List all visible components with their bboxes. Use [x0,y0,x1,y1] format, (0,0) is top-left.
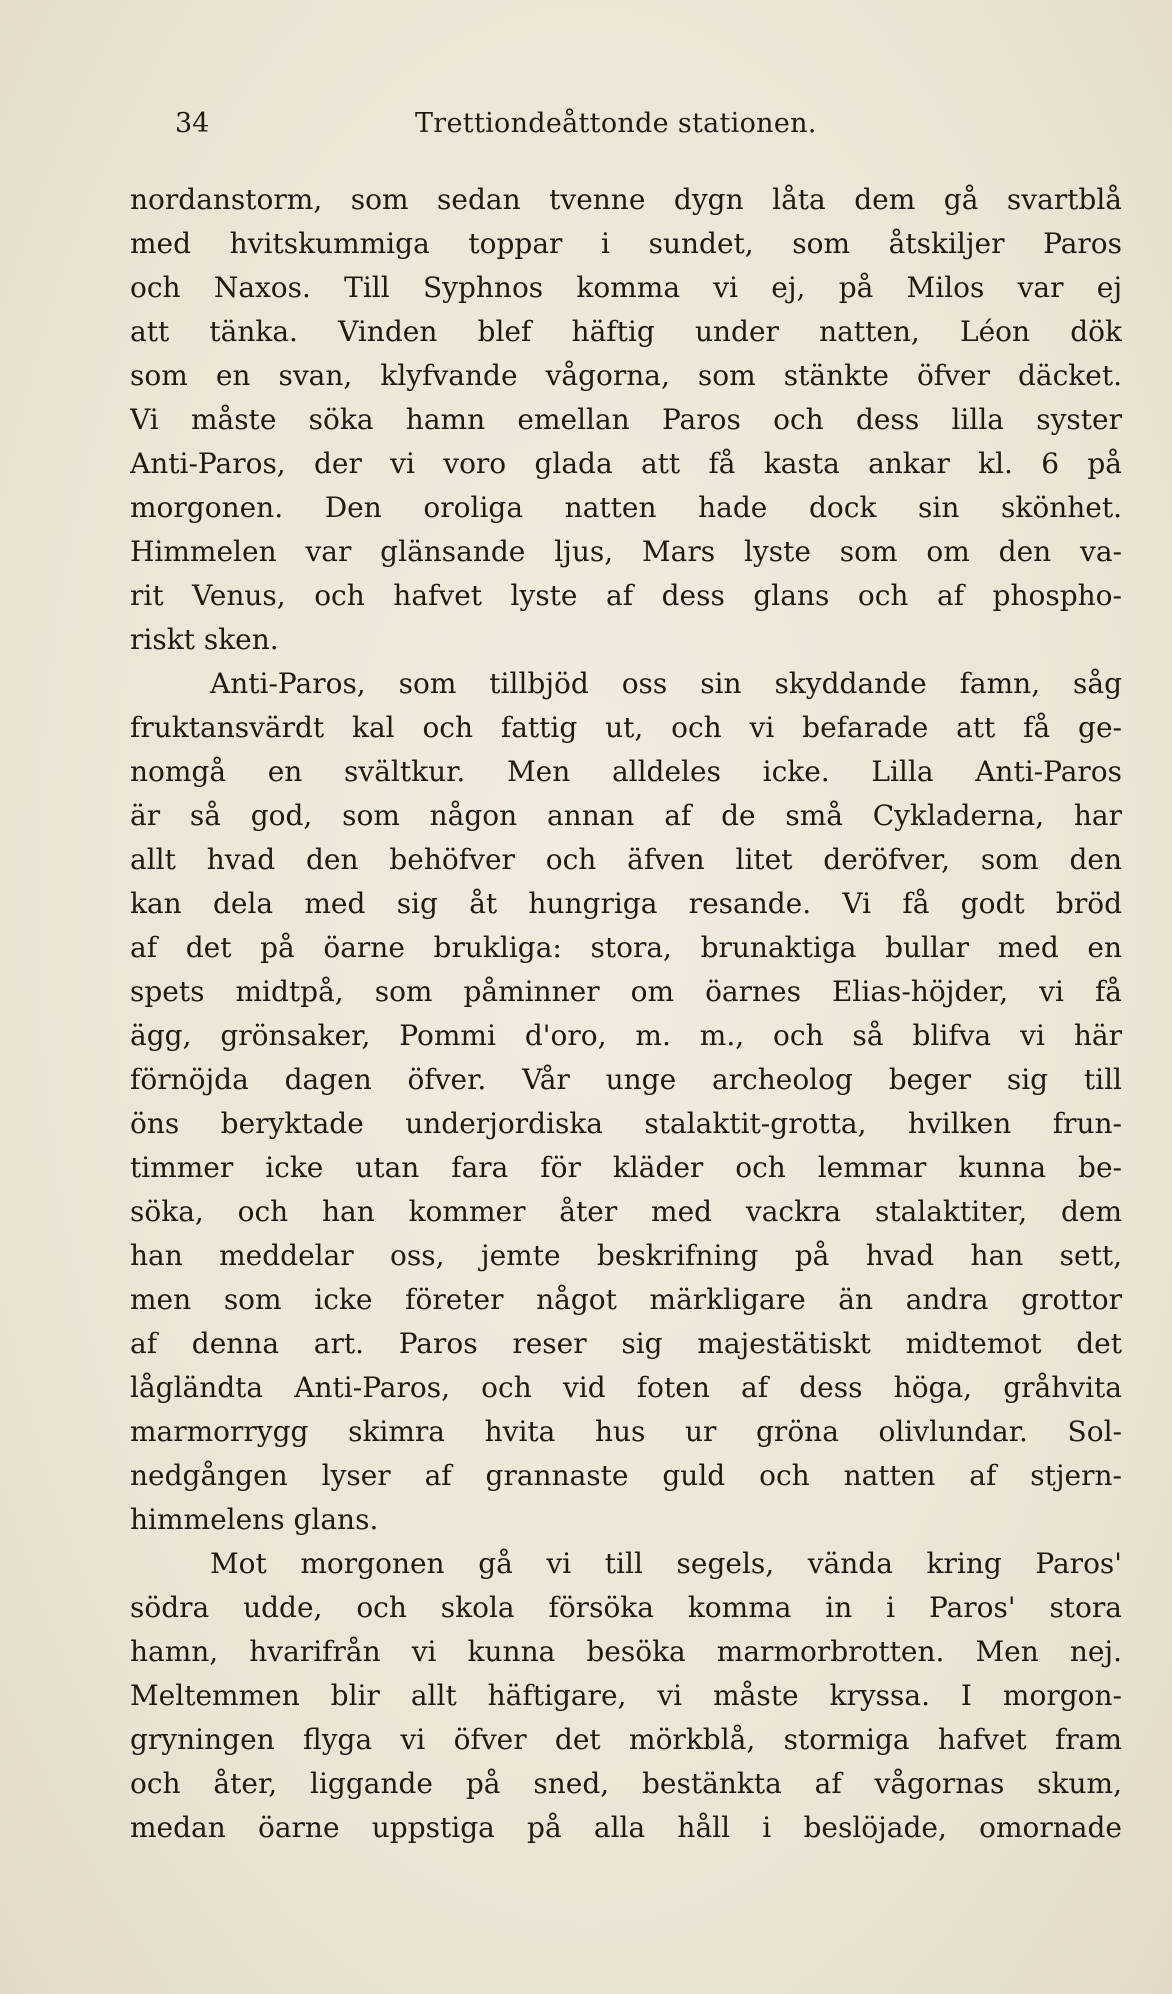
text-line: fruktansvärdt kal och fattig ut, och vi befarade att få ge- [130,711,1122,744]
text-line: Vi måste söka hamn emellan Paros och dess lilla syster [130,403,1122,436]
text-line: marmorrygg skimra hvita hus ur gröna olivlundar. Sol- [130,1415,1122,1448]
running-title: Trettiondeåttonde stationen. [415,108,817,139]
text-line: är så god, som någon annan af de små Cykladerna, har [130,799,1122,832]
text-line: hamn, hvarifrån vi kunna besöka marmorbrotten. Men nej. [130,1635,1122,1668]
text-line: som en svan, klyfvande vågorna, som stänkte öfver däcket. [130,359,1122,392]
text-line: Himmelen var glänsande ljus, Mars lyste som om den va- [130,535,1122,568]
text-line: kan dela med sig åt hungriga resande. Vi få godt bröd [130,887,1122,920]
text-line: nomgå en svältkur. Men alldeles icke. Lilla Anti-Paros [130,755,1122,788]
text-line: och Naxos. Till Syphnos komma vi ej, på Milos var ej [130,271,1122,304]
text-line: nordanstorm, som sedan tvenne dygn låta dem gå svartblå [130,183,1122,216]
text-line: himmelens glans. [130,1503,379,1536]
text-line: öns beryktade underjordiska stalaktit-grotta, hvilken frun- [130,1107,1122,1140]
text-line: lågländta Anti-Paros, och vid foten af dess höga, gråhvita [130,1371,1122,1404]
text-line: ägg, grönsaker, Pommi d'oro, m. m., och så blifva vi här [130,1019,1122,1052]
text-line: rit Venus, och hafvet lyste af dess glans och af phospho- [130,579,1122,612]
text-line: söka, och han kommer åter med vackra stalaktiter, dem [130,1195,1122,1228]
text-line: gryningen flyga vi öfver det mörkblå, stormiga hafvet fram [130,1723,1122,1756]
text-line: af denna art. Paros reser sig majestätiskt midtemot det [130,1327,1122,1360]
text-line: Meltemmen blir allt häftigare, vi måste kryssa. I morgon- [130,1679,1122,1712]
text-line: förnöjda dagen öfver. Vår unge archeolog beger sig till [130,1063,1122,1096]
text-line: södra udde, och skola försöka komma in i Paros' stora [130,1591,1122,1624]
text-line: han meddelar oss, jemte beskrifning på hvad han sett, [130,1239,1122,1272]
text-line: Anti-Paros, der vi voro glada att få kasta ankar kl. 6 på [130,447,1122,480]
text-line: timmer icke utan fara för kläder och lemmar kunna be- [130,1151,1122,1184]
text-line: men som icke företer något märkligare än andra grottor [130,1283,1122,1316]
text-line: Anti-Paros, som tillbjöd oss sin skyddande famn, såg [210,667,1122,700]
text-line: riskt sken. [130,623,279,656]
text-line: af det på öarne brukliga: stora, brunaktiga bullar med en [130,931,1122,964]
text-line: med hvitskummiga toppar i sundet, som åtskiljer Paros [130,227,1122,260]
page-number: 34 [175,108,210,139]
text-line: och åter, liggande på sned, bestänkta af vågornas skum, [130,1767,1122,1800]
text-line: att tänka. Vinden blef häftig under natten, Léon dök [130,315,1122,348]
text-line: spets midtpå, som påminner om öarnes Elias-höjder, vi få [130,975,1122,1008]
text-line: nedgången lyser af grannaste guld och natten af stjern- [130,1459,1122,1492]
text-line: allt hvad den behöfver och äfven litet deröfver, som den [130,843,1122,876]
body-text [130,178,1122,1850]
page-header [175,108,1025,148]
text-line: Mot morgonen gå vi till segels, vända kring Paros' [210,1547,1122,1580]
text-line: medan öarne uppstiga på alla håll i beslöjade, omornade [130,1811,1122,1844]
text-line: morgonen. Den oroliga natten hade dock sin skönhet. [130,491,1122,524]
